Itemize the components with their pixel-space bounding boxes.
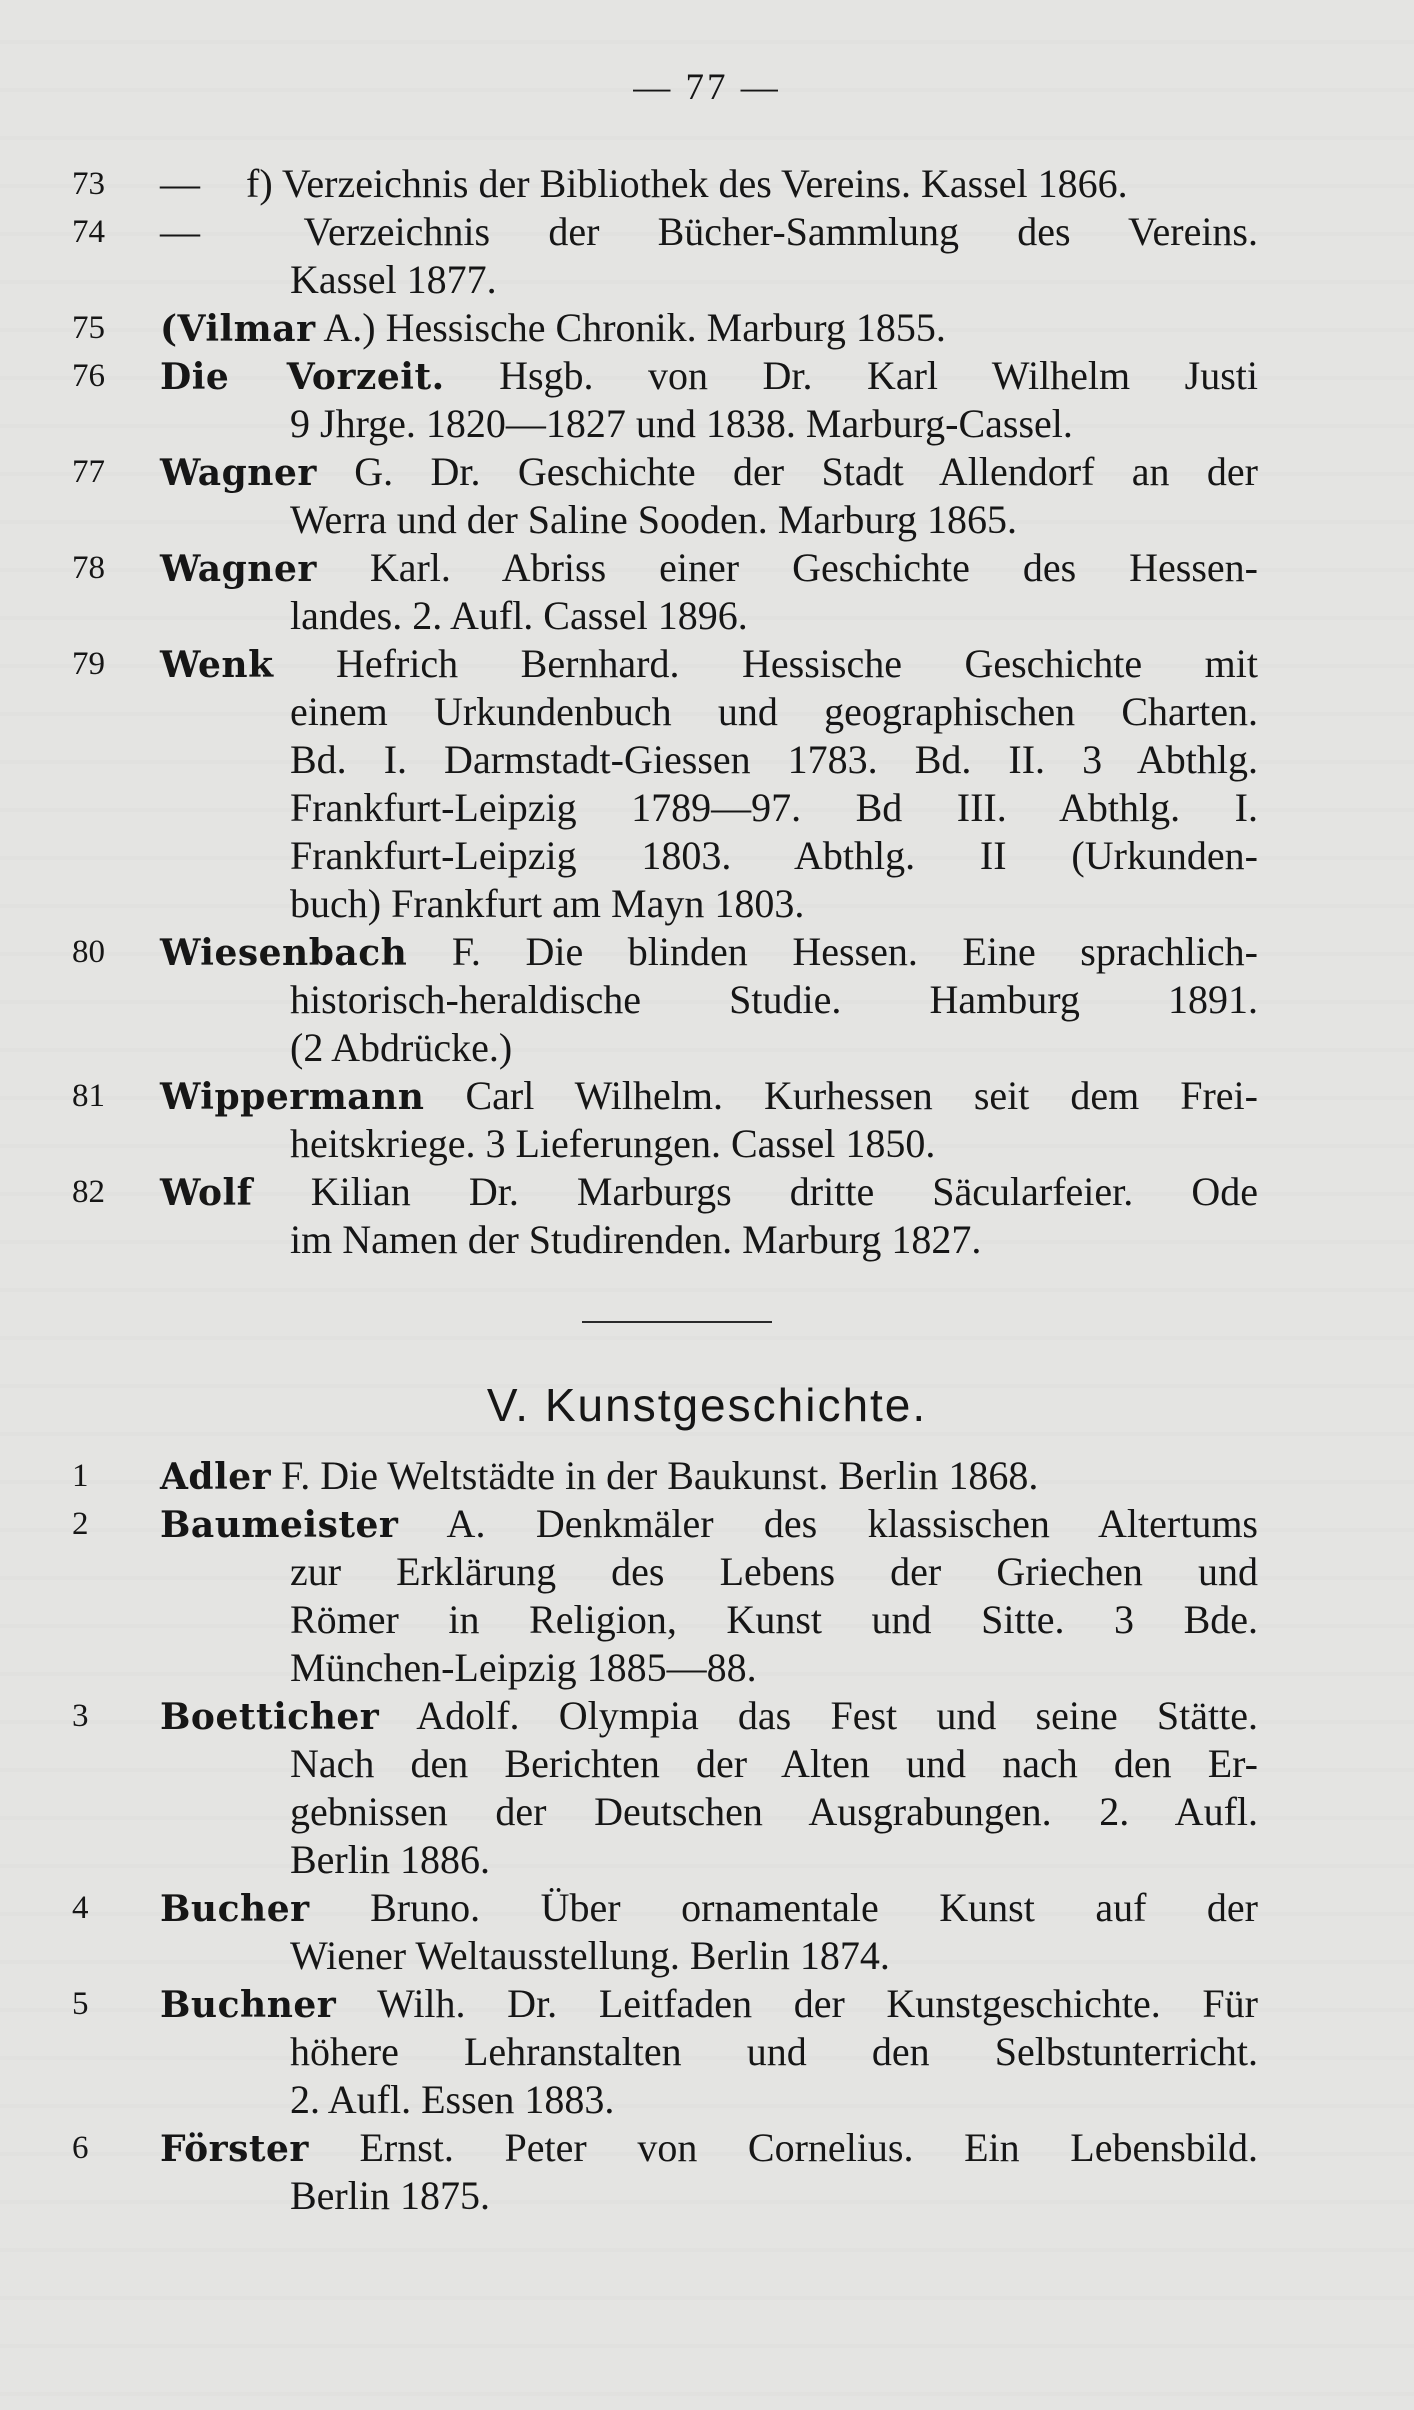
entry-continuation-line: Nach den Berichten der Alten und nach den Er-: [290, 1741, 1258, 1786]
entry-continuation-line: Berlin 1886.: [290, 1837, 490, 1882]
entry-text: Hsgb. von Dr. Karl Wilhelm Justi: [444, 353, 1258, 398]
entry-author: f): [246, 161, 273, 206]
entry-author: Boetticher: [160, 1696, 380, 1738]
entry-number: 81: [72, 1078, 105, 1114]
entry-number: 5: [72, 1986, 89, 2022]
entry-text: Verzeichnis der Bibliothek des Vereins. Kassel 1866.: [272, 161, 1128, 206]
entry-author: (Vilmar: [160, 308, 316, 350]
entry-text: Karl. Abriss einer Geschichte des Hessen-: [316, 545, 1258, 590]
entry-number: 78: [72, 550, 105, 586]
entry-continuation-line: Römer in Religion, Kunst und Sitte. 3 Bde.: [290, 1597, 1258, 1642]
entry-text: Adolf. Olympia das Fest und seine Stätte.: [379, 1693, 1258, 1738]
entry-continuation-line: 2. Aufl. Essen 1883.: [290, 2077, 615, 2122]
entry-continuation-line: Wiener Weltausstellung. Berlin 1874.: [290, 1933, 890, 1978]
entry-author: Die Vorzeit.: [160, 356, 445, 398]
entry-number: 82: [72, 1174, 105, 1210]
entry-continuation-line: einem Urkundenbuch und geographischen Charten.: [290, 689, 1258, 734]
entry-continuation-line: Bd. I. Darmstadt-Giessen 1783. Bd. II. 3 Abthlg.: [290, 737, 1258, 782]
entry-continuation-line: zur Erklärung des Lebens der Griechen und: [290, 1549, 1258, 1594]
entry-number: 75: [72, 310, 105, 346]
ditto-dash: —: [160, 209, 200, 254]
entry-author: Adler: [160, 1456, 272, 1498]
entry-text: F. Die blinden Hessen. Eine sprachlich-: [407, 929, 1258, 974]
entry-number: 80: [72, 934, 105, 970]
entry-first-line: [160, 928, 1258, 976]
entry-continuation-line: Kassel 1877.: [290, 257, 497, 302]
entry-author: Wolf: [160, 1172, 253, 1214]
entry-continuation-line: Frankfurt-Leipzig 1789—97. Bd III. Abthlg. I.: [290, 785, 1258, 830]
entry-first-line: [160, 1452, 1258, 1500]
entry-continuation-line: Werra und der Saline Sooden. Marburg 1865.: [290, 497, 1017, 542]
entry-number: 4: [72, 1890, 89, 1926]
ditto-dash: —: [160, 161, 200, 206]
entry-text: Kilian Dr. Marburgs dritte Säcularfeier. Ode: [252, 1169, 1258, 1214]
entry-first-line: [160, 1072, 1258, 1120]
entry-first-line: [160, 352, 1258, 400]
entry-author: Förster: [160, 2128, 309, 2170]
entry-number: 74: [72, 214, 105, 250]
entry-text: Wilh. Dr. Leitfaden der Kunstgeschichte. Für: [336, 1981, 1258, 2026]
entry-author: Wiesenbach: [160, 932, 408, 974]
entry-continuation-line: Berlin 1875.: [290, 2173, 490, 2218]
entry-continuation-line: Frankfurt-Leipzig 1803. Abthlg. II (Urkunden-: [290, 833, 1258, 878]
entry-author: Wagner: [160, 548, 317, 590]
entry-number: 6: [72, 2130, 89, 2166]
entry-first-line: [160, 448, 1258, 496]
section-divider: [582, 1321, 772, 1323]
entry-first-line: [160, 160, 1258, 208]
entry-text: Carl Wilhelm. Kurhessen seit dem Frei-: [424, 1073, 1258, 1118]
entry-author: Baumeister: [160, 1504, 399, 1546]
entry-number: 79: [72, 646, 105, 682]
entry-text: A.) Hessische Chronik. Marburg 1855.: [315, 305, 946, 350]
entry-first-line: [160, 1692, 1258, 1740]
entry-first-line: [160, 208, 1258, 256]
entry-first-line: [160, 2124, 1258, 2172]
entry-text: Hefrich Bernhard. Hessische Geschichte mit: [273, 641, 1258, 686]
entry-continuation-line: höhere Lehranstalten und den Selbstunterricht.: [290, 2029, 1258, 2074]
entry-first-line: [160, 1500, 1258, 1548]
entry-first-line: [160, 1168, 1258, 1216]
entry-continuation-line: (2 Abdrücke.): [290, 1025, 513, 1070]
page-number: — 77 —: [633, 67, 781, 108]
entry-text: G. Dr. Geschichte der Stadt Allendorf an der: [316, 449, 1258, 494]
entry-text: Ernst. Peter von Cornelius. Ein Lebensbild.: [308, 2125, 1258, 2170]
entry-continuation-line: im Namen der Studirenden. Marburg 1827.: [290, 1217, 982, 1262]
entry-continuation-line: landes. 2. Aufl. Cassel 1896.: [290, 593, 748, 638]
entry-author: Buchner: [160, 1984, 337, 2026]
entry-continuation-line: heitskriege. 3 Lieferungen. Cassel 1850.: [290, 1121, 936, 1166]
entry-continuation-line: gebnissen der Deutschen Ausgrabungen. 2. Aufl.: [290, 1789, 1258, 1834]
entry-number: 2: [72, 1506, 89, 1542]
entry-text: Bruno. Über ornamentale Kunst auf der: [309, 1885, 1258, 1930]
entry-number: 77: [72, 454, 105, 490]
entry-first-line: [160, 304, 1258, 352]
entry-first-line: [160, 1884, 1258, 1932]
entry-continuation-line: historisch-heraldische Studie. Hamburg 1891.: [290, 977, 1258, 1022]
entry-number: 1: [72, 1458, 89, 1494]
entry-continuation-line: buch) Frankfurt am Mayn 1803.: [290, 881, 805, 926]
entry-first-line: [160, 640, 1258, 688]
entry-continuation-line: 9 Jhrge. 1820—1827 und 1838. Marburg-Cassel.: [290, 401, 1073, 446]
entry-text: F. Die Weltstädte in der Baukunst. Berlin 1868.: [271, 1453, 1039, 1498]
entry-author: Wagner: [160, 452, 317, 494]
entry-number: 76: [72, 358, 105, 394]
entry-number: 3: [72, 1698, 89, 1734]
entry-first-line: [160, 1980, 1258, 2028]
entry-text: Verzeichnis der Bücher-Sammlung des Vereins.: [246, 209, 1258, 254]
entry-author: Wenk: [160, 644, 274, 686]
section-heading: V. Kunstgeschichte.: [486, 1379, 928, 1431]
entry-author: Bucher: [160, 1888, 310, 1930]
entry-text: A. Denkmäler des klassischen Altertums: [398, 1501, 1258, 1546]
entry-first-line: [160, 544, 1258, 592]
entry-continuation-line: München-Leipzig 1885—88.: [290, 1645, 757, 1690]
entry-number: 73: [72, 166, 105, 202]
entry-author: Wippermann: [160, 1076, 425, 1118]
